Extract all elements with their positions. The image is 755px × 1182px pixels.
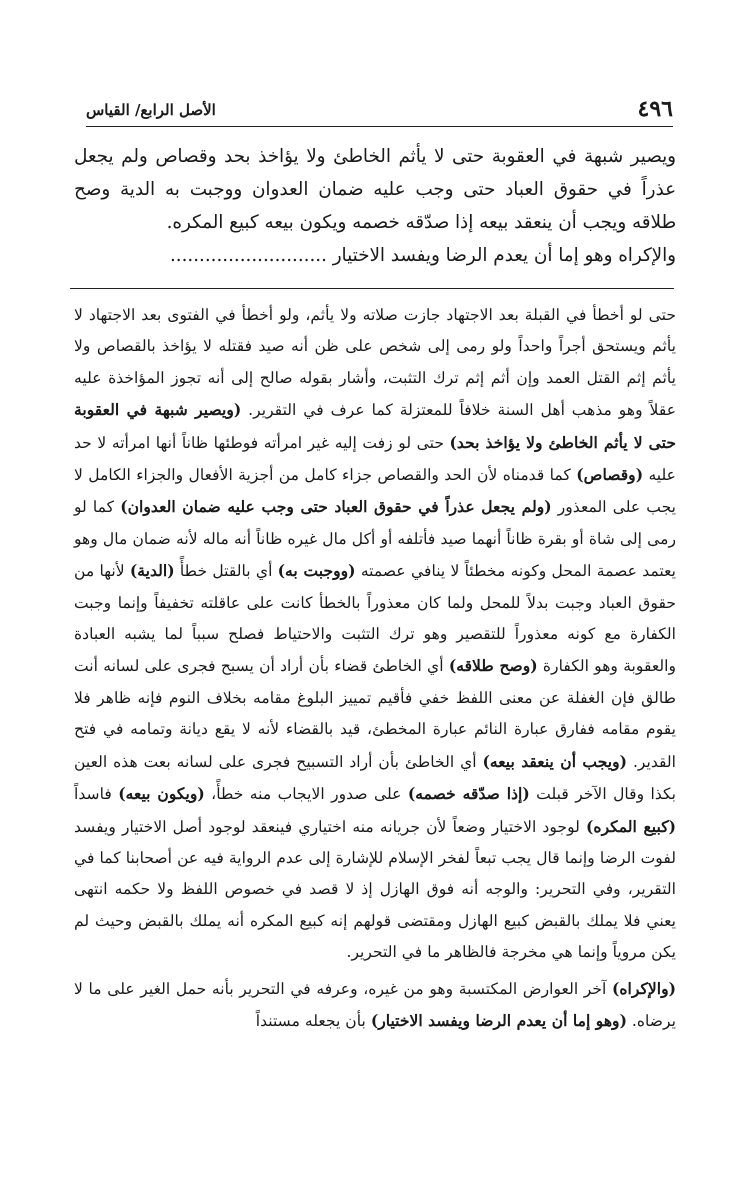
page-header xyxy=(86,96,673,127)
page-number: ٤٩٦ xyxy=(637,96,673,122)
quoted-lemma: (ويكون بيعه) xyxy=(118,784,205,804)
quoted-lemma: (ووجبت به) xyxy=(277,561,356,581)
quoted-lemma: (وصح طلاقه) xyxy=(448,656,538,676)
main-paragraph-ikrah xyxy=(74,239,676,272)
main-text xyxy=(74,140,676,272)
commentary-text: كما قدمناه لأن الحد والقصاص جزاء كامل من أجزية الأفعال والجزاء الكامل لا يجب على المعذور xyxy=(74,466,676,517)
commentary-text: أي الخاطئ بأن أراد التسبيح فجرى على لسانه بعت هذه العين بكذا وقال الآخر قبلت xyxy=(74,752,677,804)
commentary-text: لوجود الاختيار وضعاً لأن جريانه منه اختياري فينعقد لوجود أصل الاختيار ويفسد لفوت الرضا وإنما قال يجب تبعاً لفخر الإسلام للإشارة إلى عدم الرواية فيه عن أصحابنا كما في التقرير، وفي التحرير: والوجه أنه فوق الهازل إذ لا قصد في خصوص اللفظ ولا حكمه انتهى يعني فلا يملك بالقبض كبيع الهازل ومقتضى قولهم إنه كبيع المكره أنه يملك بالقبض وحيث لم يكن مروياً وإنما هي مخرجة فالظاهر ما في التحرير. xyxy=(74,817,676,962)
quoted-lemma: (الدية) xyxy=(129,561,175,581)
commentary-text: أي بالقتل خطأً xyxy=(174,562,278,581)
quoted-lemma: (والإكراه) xyxy=(611,978,676,998)
commentary-text: بأن يجعله مستنداً xyxy=(255,1011,371,1030)
commentary-paragraph xyxy=(74,300,676,969)
quoted-lemma: (ولم يجعل عذراً في حقوق العباد حتى وجب عليه ضمان العدوان) xyxy=(120,497,552,517)
ellipsis-dots: ........................... xyxy=(170,245,327,266)
quoted-lemma: (إذا صدّقه خصمه) xyxy=(407,784,530,804)
running-title: الأصل الرابع/ القياس xyxy=(86,101,216,119)
commentary-text: أي الخاطئ قضاء بأن أراد أن يسبح فجرى على لسانه أنت طالق فإن الغفلة عن معنى اللفظ خفي فأقيم تمييز البلوغ مقامه بخلاف النوم فإنه ظاهر فلا يقوم مقامه ففارق عبارة النائم عبارة المخطئ، قيد بالقضاء لأنه لا يقع ديانة وتمامه في فتح القدير. xyxy=(74,657,676,771)
commentary-text: كما لو رمى إلى شاة أو بقرة ظاناً أنهما صيد فأتلفه أو أكل مال غيره ظاناً أنه ماله لأنه ضمان مال وهو يعتمد عصمة المحل وكونه مخطئاً لا ينافي عصمته xyxy=(74,498,676,581)
quoted-lemma: (ويصير شبهة في العقوبة حتى لا يأثم الخاطئ ولا يؤاخذ بحد) xyxy=(74,400,676,452)
commentary-text: حتى لو زفت إليه غير امرأته فوطئها ظاناً أنها امرأته لا حد عليه xyxy=(74,433,676,485)
quoted-lemma: (ويجب أن ينعقد بيعه) xyxy=(482,751,628,771)
footnote-separator xyxy=(70,288,674,289)
commentary-text: حتى لو أخطأ في القبلة بعد الاجتهاد جازت صلاته ولا يأثم، ولو أخطأ في الفتوى بعد الاجتهاد لا يأثم ويستحق أجراً واحداً ولو رمى إلى شخص على ظن أنه صيد فقتله لا يؤاخذ بالقصاص ولا يأثم إثم القتل العمد وإن أثم إثم ترك التثبت، وأشار بقوله صالح إلى أنه تجوز المؤاخذة عليه عقلاً وهو مذهب أهل السنة خلافاً للمعتزلة كما عرف في التقرير. xyxy=(74,306,677,420)
quoted-lemma: (كبيع المكره) xyxy=(586,816,676,836)
commentary-text: لأنها من حقوق العباد وجبت بدلاً للمحل ولما كان معذوراً بالخطأ كانت على عاقلته تخفيفاً وإنما وجبت الكفارة مع كونه معذوراً للتقصير وهو ترك التثبت والاحتياط فصلح سبباً لما يشبه العبادة والعقوبة وهو الكفارة xyxy=(74,562,676,676)
main-paragraph-text: والإكراه وهو إما أن يعدم الرضا ويفسد الاختيار xyxy=(332,245,676,266)
commentary-paragraph xyxy=(74,973,676,1038)
commentary-text: آخر العوارض المكتسبة وهو من غيره، وعرفه في التحرير بأنه حمل الغير على ما لا يرضاه. xyxy=(74,979,676,1030)
commentary-text: على صدور الايجاب منه خطأً، xyxy=(204,785,408,804)
quoted-lemma: (وقصاص) xyxy=(576,465,644,485)
quoted-lemma: (وهو إما أن يعدم الرضا ويفسد الاختيار) xyxy=(370,1010,627,1030)
commentary-text: فاسداً xyxy=(74,785,119,804)
main-paragraph: ويصير شبهة في العقوبة حتى لا يأثم الخاطئ ولا يؤاخذ بحد وقصاص ولم يجعل عذراً في حقوق العباد حتى وجب عليه ضمان العدوان ووجبت به الدية وصح طلاقه ويجب أن ينعقد بيعه إذا صدّقه خصمه ويكون بيعه كبيع المكره. xyxy=(74,146,676,233)
commentary xyxy=(74,300,676,1037)
